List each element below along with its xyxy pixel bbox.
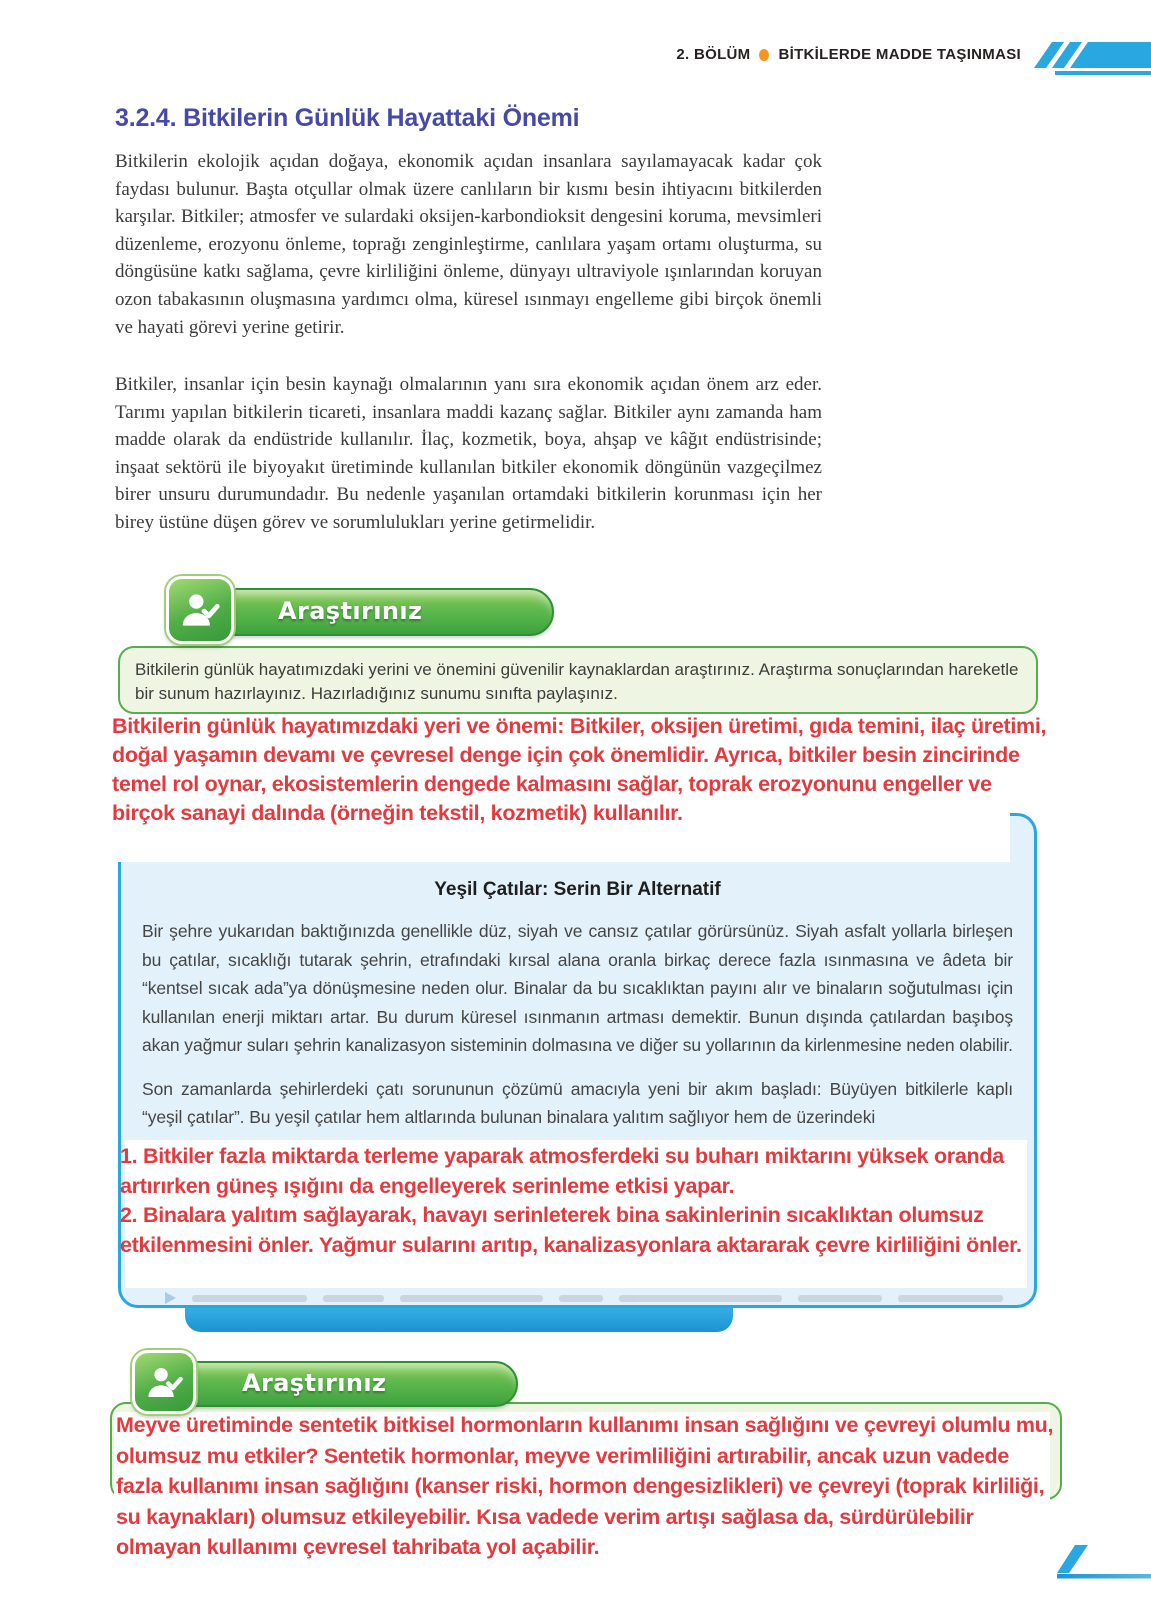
obscured-text-fragment [559,1295,603,1302]
obscured-text-fragment [898,1295,1003,1302]
obscured-text-fragment [798,1295,882,1302]
header-chapter-label: 2. BÖLÜM [676,46,751,63]
section-title: 3.2.4. Bitkilerin Günlük Hayattaki Önemi [115,104,580,132]
reading-paragraph-2: Son zamanlarda şehirlerdeki çatı sorununun çözümü amacıyla yeni bir akım başladı: Büyüyen bitkilerle kaplı “yeşil çatılar”. Bu yeşil çatılar hem altlarında bulunan binalara yalıtım sağlıyor hem de üzerindeki [142,1078,1013,1127]
obscured-text-fragment [323,1295,384,1302]
research-banner-2 [162,1361,518,1407]
header-dot-icon [759,49,769,61]
intro-paragraph-2: Bitkiler, insanlar için besin kaynağı olmalarının yanı sıra ekonomik açıdan önem arz eder. Tarımı yapılan bitkilerin ticareti, insanlara maddi kazanç sağlar. Bitkiler aynı zamanda ham madde olarak da endüstride kullanılır. İlaç, kozmetik, boya, ahşap ve kâğıt endüstrisinde; inşaat sektörü ile biyoyakıt üretiminde kullanılan bitkiler ekonomik döngünün vazgeçilmez birer unsuru durumundadır. Bu nedenle yaşanılan ortamdaki bitkilerin korunması için her birey üstüne düşen görev ve sorumlulukları yerine getirmelidir. [115,374,822,533]
header-section-label: BİTKİLERDE MADDE TAŞINMASI [778,46,1021,63]
obscured-text-fragment [400,1295,543,1302]
research-prompt-box-1 [118,646,1038,714]
obscured-text-fragment [192,1295,307,1302]
person-check-icon [144,1362,185,1403]
reading-answer-2: 2. Binalara yalıtım sağlayarak, havayı serinleterek bina sakinlerinin sıcaklıktan olumsuz etkilenmesini önler. Yağmur sularını arıtıp, kanalizasyonlara aktararak çevre kirliliğini önler. [120,1203,1022,1257]
research-person-check-icon-1 [166,576,234,644]
research-banner-2-label: Araştırınız [242,1369,387,1397]
intro-paragraph-1: Bitkilerin ekolojik açıdan doğaya, ekonomik açıdan insanlara sayılamayacak kadar çok faydası bulunur. Başta otçullar olmak üzere canlıların bir kısmı besin ihtiyacını bitkilerden karşılar. Bitkiler; atmosfer ve sulardaki oksijen-karbondioksit dengesini koruma, mevsimleri düzenleme, erozyonu önleme, toprağı zenginleştirme, canlılara yaşam ortamı oluşturma, su döngüsüne katkı sağlama, çevre kirliliğini önleme, dünyayı ultraviyole ışınlarından koruyan ozon tabakasının oluşmasına yardımcı olma, küresel ısınmayı engelleme gibi birçok önemli ve hayati görevi yerine getirir. [115,151,822,338]
handwritten-answer-2: Meyve üretiminde sentetik bitkisel hormonların kullanımı insan sağlığını ve çevreyi olumlu mu, olumsuz mu etkiler? Sentetik hormonlar, meyve verimliliğini artırabilir, ancak uzun vadede fazla kullanımı insan sağlığını (kanser riski, hormon dengesizlikleri) ve çevreyi (toprak kirliliği, su kaynakları) olumsuz etkileyebilir. Kısa vadede verim artışı sağlasa da, sürdürülebilir olmayan kullanımı çevresel tahribata yol açabilir. [116,1413,1054,1559]
reading-answer-1: 1. Bitkiler fazla miktarda terleme yaparak atmosferdeki su buharı miktarını yüksek oranda artırırken güneş ışığını da engelleyerek serinleme etkisi yapar. [120,1144,1004,1198]
research-prompt-1-text: Bitkilerin günlük hayatımızdaki yerini ve önemini güvenilir kaynaklardan araştırınız. Araştırma sonuçlarından hareketle bir sunum hazırlayınız. Hazırladığınız sunumu sınıfta paylaşınız. [135,660,1019,703]
reading-answers-overlay [120,1142,1030,1260]
research-person-check-icon-2 [132,1350,196,1414]
handwritten-answer-1: Bitkilerin günlük hayatımızdaki yeri ve önemi: Bitkiler, oksijen üretimi, gıda temini, ilaç üretimi, doğal yaşamın devamı ve çevresel denge için çok önemlidir. Ayrıca, bitkiler besin zincirinde temel rol oynar, ekosistemlerin dengede kalmasını sağlar, toprak erozyonunu engeller ve birçok sanayi dalında (örneğin tekstil, kozmetik) kullanılır. [112,714,1047,825]
footer-slash-icon [1057,1543,1151,1583]
header-slashes-icon [1026,40,1151,76]
page-header [676,46,1021,63]
research-banner-1-label: Araştırınız [278,597,423,625]
research-banner-1 [198,588,554,636]
obscured-question-line [165,1292,1003,1304]
triangle-bullet-icon [165,1292,176,1304]
person-check-icon [178,588,222,632]
obscured-text-fragment [619,1295,782,1302]
reading-title: Yeşil Çatılar: Serin Bir Alternatif [434,879,721,900]
reading-paragraph-1: Bir şehre yukarıdan baktığınızda genellikle düz, siyah ve cansız çatılar görürsünüz. Siyah asfalt yollarla birleşen bu çatılar, sıcaklığı tutarak şehrin, etrafındaki kırsal alana oranla birkaç derece fazla ısınmasına ve âdeta bir “kentsel sıcak ada”ya dönüşmesine neden olur. Binalar da bu sıcaklıktan payını alır ve binaların soğutulması için kullanılan enerji miktarı artar. Bu durum küresel ısınmanın artması demektir. Bunun dışında çatılardan başıboş akan yağmur suları şehrin kanalizasyon sisteminin dolmasına ve diğer su yollarının da kirlenmesine neden olabilir. [142,921,1013,1055]
reading-box-bottom-tab [185,1308,733,1332]
